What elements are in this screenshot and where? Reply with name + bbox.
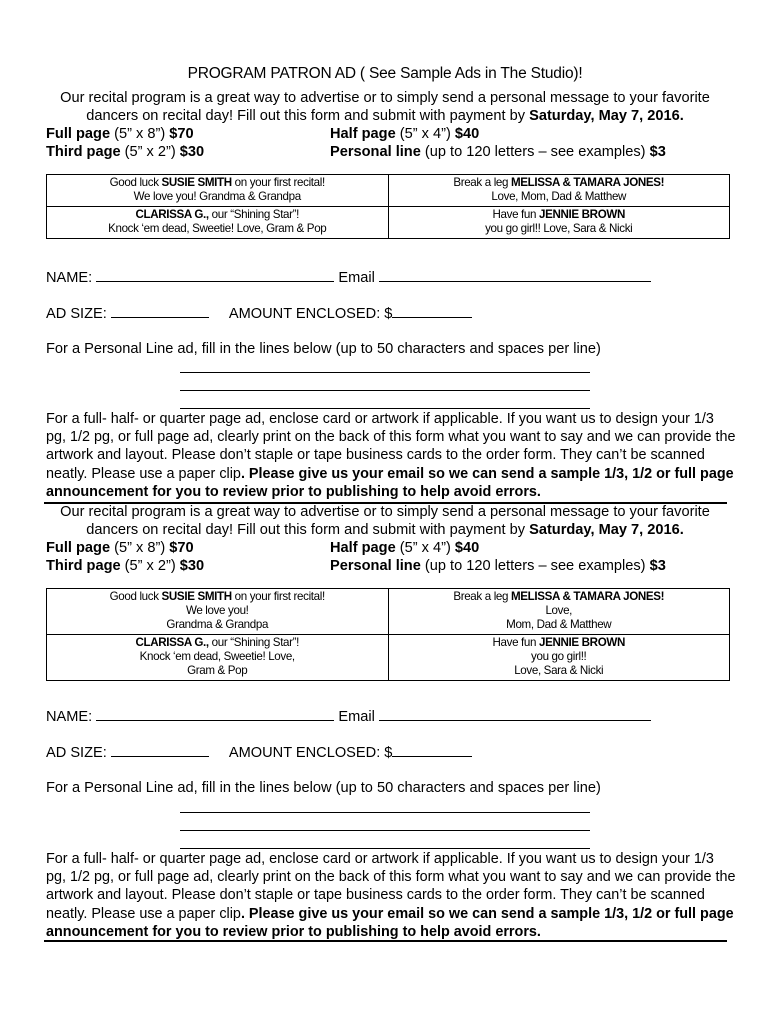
- sample-ad: CLARISSA G., our “Shining Star”! Knock ‘em dead, Sweetie! Love, Gram & Pop: [47, 207, 389, 239]
- personal-line-instructions: For a Personal Line ad, fill in the lines below (up to 50 characters and spaces per line): [46, 341, 601, 357]
- personal-line-field[interactable]: [180, 812, 590, 813]
- personal-line-field[interactable]: [180, 372, 590, 373]
- sample-ads-table: [46, 174, 730, 239]
- ad-size-field[interactable]: [111, 304, 209, 318]
- adsize-amount-row: [46, 743, 746, 762]
- artwork-instructions: For a full- half- or quarter page ad, enclose card or artwork if applicable. If you want us to design your 1/3 pg, 1/2 pg, or full page ad, clearly print on the back of this form what you want to say and we can provide the artwork and layout. Please don’t staple or tape business cards to the order form. They can’t be scanned neatly. Please use a paper clip. Please give us your email so we can send a sample 1/3, 1/2 or full page announcement for you to review prior to publishing to help avoid errors.: [46, 411, 736, 500]
- email-field[interactable]: [379, 707, 651, 721]
- sample-ad: Have fun JENNIE BROWN you go girl!! Love, Sara & Nicki: [388, 207, 730, 239]
- amount-field[interactable]: [392, 304, 472, 318]
- sample-ad: CLARISSA G., our “Shining Star”! Knock ‘em dead, Sweetie! Love, Gram & Pop: [47, 635, 389, 681]
- personal-line-field[interactable]: [180, 830, 590, 831]
- amount-label: AMOUNT ENCLOSED: $: [228, 745, 393, 761]
- amount-field[interactable]: [392, 743, 472, 757]
- deadline-date: Saturday, May 7, 2016.: [529, 522, 684, 538]
- name-email-row: [46, 707, 746, 726]
- personal-line-field[interactable]: [180, 390, 590, 391]
- personal-line-field[interactable]: [180, 408, 590, 409]
- price-half-page: Half page (5” x 4”) $40: [330, 126, 480, 142]
- amount-label: AMOUNT ENCLOSED: $: [228, 306, 393, 322]
- name-label: NAME:: [46, 270, 97, 286]
- deadline-date: Saturday, May 7, 2016.: [529, 108, 684, 124]
- intro-text: dancers on recital day! Fill out this form and submit with payment by: [86, 522, 530, 538]
- price-third-page: Third page (5” x 2”) $30: [46, 558, 205, 574]
- page-title: PROGRAM PATRON AD ( See Sample Ads in The Studio)!: [187, 65, 583, 82]
- email-label: Email: [334, 270, 379, 286]
- name-field[interactable]: [96, 707, 334, 721]
- ad-size-field[interactable]: [111, 743, 209, 757]
- price-personal-line: Personal line (up to 120 letters – see examples) $3: [330, 558, 666, 574]
- intro-line-2: [0, 521, 770, 539]
- name-label: NAME:: [46, 709, 97, 725]
- artwork-instructions: For a full- half- or quarter page ad, enclose card or artwork if applicable. If you want us to design your 1/3 pg, 1/2 pg, or full page ad, clearly print on the back of this form what you want to say and we can provide the artwork and layout. Please don’t staple or tape business cards to the order form. They can’t be scanned neatly. Please use a paper clip. Please give us your email so we can send a sample 1/3, 1/2 or full page announcement for you to review prior to publishing to help avoid errors.: [46, 851, 736, 940]
- price-half-page: Half page (5” x 4”) $40: [330, 540, 480, 556]
- price-full-page: Full page (5” x 8”) $70: [46, 540, 194, 556]
- name-field[interactable]: [96, 268, 334, 282]
- email-field[interactable]: [379, 268, 651, 282]
- name-email-row: [46, 268, 746, 287]
- price-full-page: Full page (5” x 8”) $70: [46, 126, 194, 142]
- sample-ad: Break a leg MELISSA & TAMARA JONES! Love, Mom, Dad & Matthew: [388, 589, 730, 635]
- ad-size-label: AD SIZE:: [46, 745, 111, 761]
- sample-ad: Break a leg MELISSA & TAMARA JONES! Love, Mom, Dad & Matthew: [388, 175, 730, 207]
- adsize-amount-row: [46, 304, 746, 323]
- price-personal-line: Personal line (up to 120 letters – see examples) $3: [330, 144, 666, 160]
- sample-ad: Have fun JENNIE BROWN you go girl!! Love, Sara & Nicki: [388, 635, 730, 681]
- intro-line-1: Our recital program is a great way to advertise or to simply send a personal message to your favorite: [60, 504, 710, 520]
- intro-line-1: Our recital program is a great way to advertise or to simply send a personal message to your favorite: [60, 90, 710, 106]
- ad-size-label: AD SIZE:: [46, 306, 111, 322]
- intro-line-2: [0, 107, 770, 125]
- sample-ad: Good luck SUSIE SMITH on your first recital! We love you! Grandma & Grandpa: [47, 175, 389, 207]
- personal-line-instructions: For a Personal Line ad, fill in the lines below (up to 50 characters and spaces per line): [46, 780, 601, 796]
- intro-text: dancers on recital day! Fill out this form and submit with payment by: [86, 108, 530, 124]
- section-divider: [44, 940, 727, 942]
- sample-ad: Good luck SUSIE SMITH on your first recital! We love you! Grandma & Grandpa: [47, 589, 389, 635]
- email-label: Email: [334, 709, 379, 725]
- price-third-page: Third page (5” x 2”) $30: [46, 144, 205, 160]
- personal-line-field[interactable]: [180, 848, 590, 849]
- sample-ads-table: [46, 588, 730, 681]
